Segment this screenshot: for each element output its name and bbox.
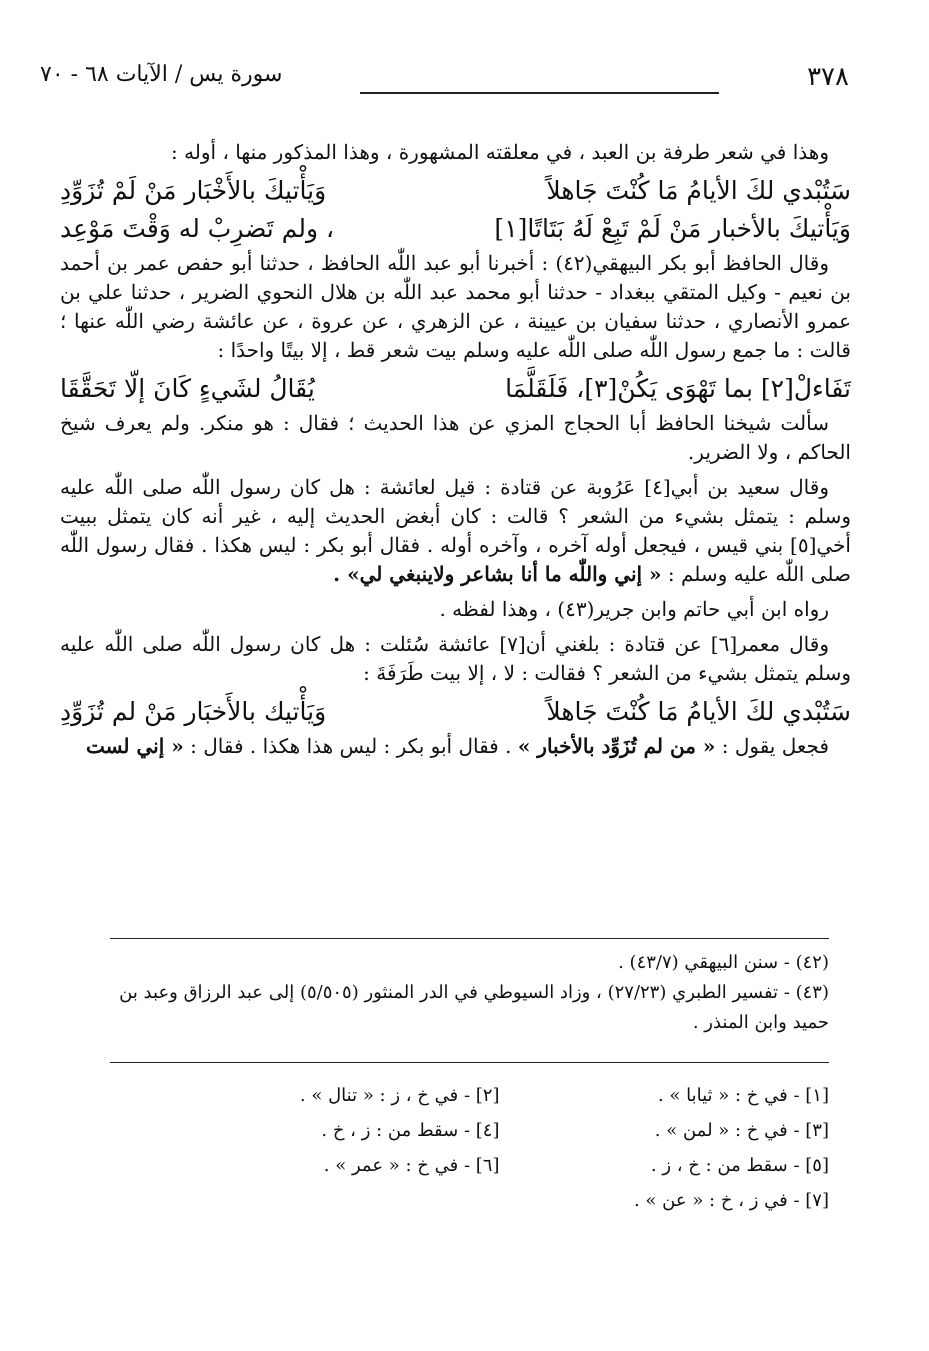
footnote: (٤٣) - تفسير الطبري (٢٧/٢٣) ، وزاد السيوطي في الدر المنثور (٥/٥٠٥) إلى عبد الرزاق وعبد بن حميد وابن المنذر . bbox=[119, 982, 829, 1033]
verse-hemistich-left: وَيَأْتيكَ بالأَخْبَار مَنْ لَمْ تُزَوِّدِ bbox=[60, 176, 327, 205]
verse-line bbox=[60, 173, 851, 209]
manuscript-variants bbox=[170, 1078, 829, 1218]
footnotes bbox=[90, 948, 829, 1038]
paragraph: رواه ابن أبي حاتم وابن جرير(٤٣) ، وهذا لفظه . bbox=[439, 597, 829, 621]
verse-hemistich-right: سَتُبْدي لكَ الأيامُ مَا كُنْتَ جَاهلاً bbox=[546, 697, 851, 726]
paragraph-text: وقال سعيد بن أبي[٤] عَرُوبة عن قتادة : قيل لعائشة : هل كان رسول اللّٰه صلى اللّٰه عليه وسلم : يتمثل بشيء من الشعر ؟ قالت : كان أبغض الحديث إليه ، غير أنه كان يتمثل ببيت أخي[٥] بني قيس ، فيجعل أوله آخره ، وآخره أوله . فقال أبو بكر : ليس هكذا . فقال رسول اللّٰه صلى اللّٰه عليه وسلم : bbox=[60, 475, 851, 586]
verse-hemistich-left: ، ولم تَضرِبْ له وَقْتَ مَوْعِد bbox=[60, 214, 335, 243]
verse-hemistich-right: وَيَأْتيكَ بالأخبار مَنْ لَمْ تَبِعْ لَهُ بَتَاتًا[١] bbox=[494, 214, 851, 243]
page-number: ٣٧٨ bbox=[807, 62, 849, 92]
running-title: سورة يس / الآيات ٦٨ - ٧٠ bbox=[40, 62, 283, 87]
verse-hemistich-right: تَفَاءلْ[٢] بما تَهْوَى يَكُنْ[٣]، فَلَقَلَّمَا bbox=[505, 374, 851, 403]
header-rule bbox=[360, 92, 719, 94]
paragraph bbox=[60, 473, 851, 589]
verse-line bbox=[60, 371, 851, 407]
hadith-quote: « إني واللّٰه ما أنا بشاعر ولاينبغي لي» . bbox=[333, 562, 662, 586]
variants-rule bbox=[110, 1062, 829, 1063]
variant-note: [٤] - سقط من : ز ، خ . bbox=[321, 1120, 500, 1141]
paragraph: وقال الحافظ أبو بكر البيهقي(٤٢) : أخبرنا أبو عبد اللّٰه الحافظ ، حدثنا أبو حفص عمر بن أحمد بن نعيم - وكيل المتقي ببغداد - حدثنا أبو محمد عبد اللّٰه بن هلال النحوي الضرير ، حدثنا علي بن عمرو الأنصاري ، حدثنا سفيان بن عيينة ، عن الزهري ، عن عروة ، عن عائشة رضي اللّٰه عنها ؛ قالت : ما جمع رسول اللّٰه صلى اللّٰه عليه وسلم بيت شعر قط ، إلا بيتًا واحدًا : bbox=[60, 251, 851, 362]
variant-note: [١] - في خ : « ثيابا » . bbox=[657, 1085, 829, 1106]
paragraph bbox=[60, 732, 851, 761]
verse-line bbox=[60, 694, 851, 730]
footnote: (٤٢) - سنن البيهقي (٤٣/٧) . bbox=[618, 952, 829, 973]
page-header bbox=[40, 62, 849, 102]
quote: « من لم تُزَوِّد بالأخبار » bbox=[517, 734, 716, 758]
variant-note: [٣] - في خ : « لمن » . bbox=[654, 1120, 829, 1141]
variant-note: [٦] - في خ : « عمر » . bbox=[323, 1155, 500, 1176]
paragraph: وهذا في شعر طرفة بن العبد ، في معلقته المشهورة ، وهذا المذكور منها ، أوله : bbox=[170, 140, 829, 164]
verse-hemistich-left: وَيَأْتيك بالأَخبَار مَنْ لم تُزَوِّدِ bbox=[60, 697, 327, 726]
main-text bbox=[60, 138, 851, 767]
paragraph: سألت شيخنا الحافظ أبا الحجاج المزي عن هذا الحديث ؛ فقال : هو منكر. ولم يعرف شيخ الحاكم ، ولا الضرير. bbox=[60, 411, 851, 464]
paragraph: وقال معمر[٦] عن قتادة : بلغني أن[٧] عائشة سُئلت : هل كان رسول اللّٰه صلى اللّٰه عليه وسلم يتمثل بشيء من الشعر ؟ فقالت : لا ، إلا بيت طَرَفَةَ : bbox=[60, 632, 851, 685]
verse-hemistich-right: سَتُبْدي لكَ الأيامُ مَا كُنْتَ جَاهلاً bbox=[546, 176, 851, 205]
variant-note: [٥] - سقط من : خ ، ز . bbox=[650, 1155, 829, 1176]
paragraph-text: فجعل يقول : bbox=[721, 734, 829, 758]
variant-note: [٢] - في خ ، ز : « تنال » . bbox=[299, 1085, 500, 1106]
quote: « إني لست bbox=[85, 734, 184, 758]
paragraph-text: . فقال أبو بكر : ليس هذا هكذا . فقال : bbox=[190, 734, 512, 758]
verse-hemistich-left: يُقَالُ لشَيءٍ كَانَ إلّا تَحَقَّقَا bbox=[60, 374, 315, 403]
variant-note: [٧] - في ز ، خ : « عن » . bbox=[633, 1190, 829, 1211]
verse-line bbox=[60, 211, 851, 247]
footnote-rule bbox=[110, 938, 829, 939]
